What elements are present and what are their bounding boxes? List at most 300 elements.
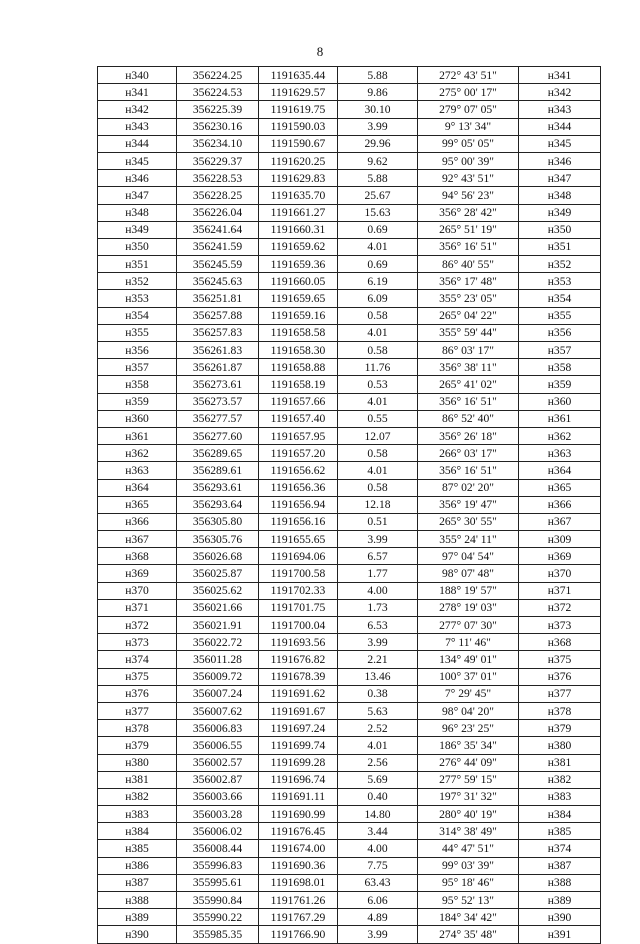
cell-point-to: н369 (519, 548, 601, 565)
cell-distance: 4.01 (338, 393, 418, 410)
cell-point-from: н378 (98, 720, 177, 737)
cell-point-to: н345 (519, 135, 601, 152)
table-row (98, 702, 601, 719)
cell-bearing: 99° 05' 05" (418, 135, 519, 152)
cell-point-from: н344 (98, 135, 177, 152)
cell-y-coordinate: 1191678.39 (259, 668, 338, 685)
cell-y-coordinate: 1191658.88 (259, 359, 338, 376)
table-row (98, 771, 601, 788)
cell-point-to: н346 (519, 152, 601, 169)
table-row (98, 221, 601, 238)
cell-bearing: 188° 19' 57" (418, 582, 519, 599)
cell-point-to: н352 (519, 256, 601, 273)
cell-point-from: н355 (98, 324, 177, 341)
cell-distance: 3.99 (338, 926, 418, 943)
cell-point-from: н368 (98, 548, 177, 565)
cell-point-from: н343 (98, 118, 177, 135)
cell-y-coordinate: 1191676.82 (259, 651, 338, 668)
cell-point-from: н348 (98, 204, 177, 221)
cell-x-coordinate: 356002.87 (177, 771, 259, 788)
cell-y-coordinate: 1191656.94 (259, 496, 338, 513)
cell-point-to: н365 (519, 479, 601, 496)
cell-x-coordinate: 356241.59 (177, 238, 259, 255)
cell-bearing: 265° 04' 22" (418, 307, 519, 324)
cell-y-coordinate: 1191658.19 (259, 376, 338, 393)
cell-point-from: н360 (98, 410, 177, 427)
table-row (98, 840, 601, 857)
table-row (98, 892, 601, 909)
table-row (98, 152, 601, 169)
cell-x-coordinate: 356025.62 (177, 582, 259, 599)
cell-point-to: н351 (519, 238, 601, 255)
cell-bearing: 356° 17' 48" (418, 273, 519, 290)
cell-point-from: н389 (98, 909, 177, 926)
cell-y-coordinate: 1191657.66 (259, 393, 338, 410)
cell-bearing: 99° 03' 39" (418, 857, 519, 874)
cell-bearing: 355° 59' 44" (418, 324, 519, 341)
cell-point-to: н382 (519, 771, 601, 788)
cell-distance: 0.38 (338, 685, 418, 702)
cell-y-coordinate: 1191590.67 (259, 135, 338, 152)
cell-x-coordinate: 356007.62 (177, 702, 259, 719)
cell-x-coordinate: 356025.87 (177, 565, 259, 582)
cell-point-from: н340 (98, 67, 177, 84)
cell-y-coordinate: 1191590.03 (259, 118, 338, 135)
cell-point-from: н384 (98, 823, 177, 840)
cell-distance: 0.55 (338, 410, 418, 427)
cell-distance: 1.73 (338, 599, 418, 616)
cell-bearing: 272° 43' 51" (418, 67, 519, 84)
cell-distance: 4.01 (338, 737, 418, 754)
table-row (98, 359, 601, 376)
cell-distance: 0.69 (338, 221, 418, 238)
cell-x-coordinate: 356226.04 (177, 204, 259, 221)
cell-x-coordinate: 356011.28 (177, 651, 259, 668)
cell-bearing: 44° 47' 51" (418, 840, 519, 857)
cell-x-coordinate: 356021.91 (177, 617, 259, 634)
cell-x-coordinate: 356230.16 (177, 118, 259, 135)
cell-y-coordinate: 1191701.75 (259, 599, 338, 616)
cell-distance: 30.10 (338, 101, 418, 118)
cell-x-coordinate: 356305.80 (177, 513, 259, 530)
cell-point-from: н390 (98, 926, 177, 943)
cell-bearing: 356° 16' 51" (418, 393, 519, 410)
cell-bearing: 275° 00' 17" (418, 84, 519, 101)
cell-y-coordinate: 1191699.74 (259, 737, 338, 754)
table-row (98, 187, 601, 204)
table-row (98, 754, 601, 771)
cell-y-coordinate: 1191655.65 (259, 531, 338, 548)
cell-bearing: 87° 02' 20" (418, 479, 519, 496)
cell-bearing: 274° 35' 48" (418, 926, 519, 943)
table-row (98, 737, 601, 754)
table-row (98, 720, 601, 737)
cell-distance: 29.96 (338, 135, 418, 152)
cell-bearing: 355° 23' 05" (418, 290, 519, 307)
cell-point-from: н367 (98, 531, 177, 548)
coordinates-table (97, 66, 601, 944)
cell-bearing: 86° 40' 55" (418, 256, 519, 273)
cell-x-coordinate: 356022.72 (177, 634, 259, 651)
cell-y-coordinate: 1191635.44 (259, 67, 338, 84)
cell-point-to: н358 (519, 359, 601, 376)
table-row (98, 651, 601, 668)
cell-point-to: н368 (519, 634, 601, 651)
cell-distance: 4.89 (338, 909, 418, 926)
cell-point-from: н383 (98, 806, 177, 823)
cell-distance: 2.21 (338, 651, 418, 668)
cell-point-to: н343 (519, 101, 601, 118)
cell-point-from: н362 (98, 445, 177, 462)
cell-x-coordinate: 356257.83 (177, 324, 259, 341)
cell-point-from: н366 (98, 513, 177, 530)
cell-x-coordinate: 356305.76 (177, 531, 259, 548)
cell-point-to: н349 (519, 204, 601, 221)
cell-bearing: 95° 00' 39" (418, 152, 519, 169)
cell-bearing: 134° 49' 01" (418, 651, 519, 668)
table-row (98, 857, 601, 874)
cell-bearing: 96° 23' 25" (418, 720, 519, 737)
cell-point-from: н372 (98, 617, 177, 634)
cell-distance: 1.77 (338, 565, 418, 582)
cell-point-from: н354 (98, 307, 177, 324)
cell-point-from: н364 (98, 479, 177, 496)
table-row (98, 462, 601, 479)
cell-point-from: н345 (98, 152, 177, 169)
cell-x-coordinate: 356229.37 (177, 152, 259, 169)
cell-point-from: н363 (98, 462, 177, 479)
cell-distance: 25.67 (338, 187, 418, 204)
cell-point-to: н372 (519, 599, 601, 616)
table-row (98, 393, 601, 410)
cell-y-coordinate: 1191767.29 (259, 909, 338, 926)
cell-point-from: н388 (98, 892, 177, 909)
table-row (98, 909, 601, 926)
cell-distance: 5.63 (338, 702, 418, 719)
cell-point-to: н355 (519, 307, 601, 324)
cell-distance: 3.44 (338, 823, 418, 840)
cell-point-from: н369 (98, 565, 177, 582)
table-row (98, 256, 601, 273)
cell-point-to: н366 (519, 496, 601, 513)
cell-x-coordinate: 355996.83 (177, 857, 259, 874)
cell-distance: 11.76 (338, 359, 418, 376)
cell-point-to: н348 (519, 187, 601, 204)
cell-y-coordinate: 1191657.95 (259, 427, 338, 444)
table-row (98, 668, 601, 685)
table-row (98, 273, 601, 290)
cell-bearing: 184° 34' 42" (418, 909, 519, 926)
cell-bearing: 186° 35' 34" (418, 737, 519, 754)
cell-point-to: н362 (519, 427, 601, 444)
cell-point-to: н380 (519, 737, 601, 754)
cell-x-coordinate: 356008.44 (177, 840, 259, 857)
cell-x-coordinate: 356228.53 (177, 170, 259, 187)
cell-point-to: н371 (519, 582, 601, 599)
cell-x-coordinate: 356277.57 (177, 410, 259, 427)
cell-x-coordinate: 356289.65 (177, 445, 259, 462)
cell-y-coordinate: 1191656.36 (259, 479, 338, 496)
cell-bearing: 356° 26' 18" (418, 427, 519, 444)
cell-distance: 4.00 (338, 582, 418, 599)
cell-y-coordinate: 1191674.00 (259, 840, 338, 857)
cell-x-coordinate: 356228.25 (177, 187, 259, 204)
cell-y-coordinate: 1191691.11 (259, 788, 338, 805)
table-row (98, 170, 601, 187)
cell-y-coordinate: 1191656.16 (259, 513, 338, 530)
cell-x-coordinate: 356003.66 (177, 788, 259, 805)
cell-distance: 7.75 (338, 857, 418, 874)
table-row (98, 548, 601, 565)
cell-point-to: н373 (519, 617, 601, 634)
cell-point-from: н353 (98, 290, 177, 307)
cell-bearing: 277° 59' 15" (418, 771, 519, 788)
table-row (98, 342, 601, 359)
cell-point-from: н376 (98, 685, 177, 702)
table-row (98, 84, 601, 101)
cell-bearing: 97° 04' 54" (418, 548, 519, 565)
table-row (98, 874, 601, 891)
cell-point-from: н371 (98, 599, 177, 616)
cell-distance: 6.09 (338, 290, 418, 307)
table-row (98, 427, 601, 444)
cell-bearing: 266° 03' 17" (418, 445, 519, 462)
cell-y-coordinate: 1191761.26 (259, 892, 338, 909)
cell-x-coordinate: 356273.61 (177, 376, 259, 393)
cell-point-to: н377 (519, 685, 601, 702)
cell-bearing: 86° 52' 40" (418, 410, 519, 427)
cell-bearing: 94° 56' 23" (418, 187, 519, 204)
cell-point-from: н346 (98, 170, 177, 187)
cell-distance: 6.53 (338, 617, 418, 634)
cell-x-coordinate: 356026.68 (177, 548, 259, 565)
cell-point-from: н380 (98, 754, 177, 771)
cell-distance: 4.01 (338, 462, 418, 479)
cell-point-to: н341 (519, 67, 601, 84)
table-row (98, 290, 601, 307)
table-row (98, 479, 601, 496)
cell-distance: 0.40 (338, 788, 418, 805)
cell-distance: 3.99 (338, 531, 418, 548)
cell-point-from: н357 (98, 359, 177, 376)
cell-x-coordinate: 356006.55 (177, 737, 259, 754)
cell-x-coordinate: 356289.61 (177, 462, 259, 479)
cell-x-coordinate: 355995.61 (177, 874, 259, 891)
cell-x-coordinate: 356002.57 (177, 754, 259, 771)
cell-y-coordinate: 1191690.99 (259, 806, 338, 823)
table-row (98, 376, 601, 393)
cell-point-to: н383 (519, 788, 601, 805)
cell-distance: 5.88 (338, 67, 418, 84)
cell-distance: 6.57 (338, 548, 418, 565)
table-row (98, 685, 601, 702)
table-row (98, 823, 601, 840)
cell-y-coordinate: 1191659.36 (259, 256, 338, 273)
table-row (98, 531, 601, 548)
cell-distance: 9.62 (338, 152, 418, 169)
cell-bearing: 356° 19' 47" (418, 496, 519, 513)
cell-y-coordinate: 1191696.74 (259, 771, 338, 788)
cell-bearing: 356° 16' 51" (418, 238, 519, 255)
cell-point-from: н382 (98, 788, 177, 805)
cell-y-coordinate: 1191658.58 (259, 324, 338, 341)
cell-y-coordinate: 1191676.45 (259, 823, 338, 840)
cell-point-to: н391 (519, 926, 601, 943)
cell-x-coordinate: 356293.61 (177, 479, 259, 496)
cell-point-from: н341 (98, 84, 177, 101)
cell-point-to: н354 (519, 290, 601, 307)
cell-distance: 4.01 (338, 324, 418, 341)
cell-y-coordinate: 1191659.62 (259, 238, 338, 255)
table-row (98, 565, 601, 582)
cell-x-coordinate: 356261.83 (177, 342, 259, 359)
cell-y-coordinate: 1191698.01 (259, 874, 338, 891)
cell-distance: 4.00 (338, 840, 418, 857)
cell-point-to: н390 (519, 909, 601, 926)
table-row (98, 238, 601, 255)
cell-x-coordinate: 356007.24 (177, 685, 259, 702)
cell-bearing: 7° 11' 46" (418, 634, 519, 651)
cell-y-coordinate: 1191619.75 (259, 101, 338, 118)
cell-point-to: н384 (519, 806, 601, 823)
cell-bearing: 356° 16' 51" (418, 462, 519, 479)
cell-bearing: 280° 40' 19" (418, 806, 519, 823)
cell-bearing: 355° 24' 11" (418, 531, 519, 548)
cell-y-coordinate: 1191629.83 (259, 170, 338, 187)
cell-point-to: н364 (519, 462, 601, 479)
cell-bearing: 356° 38' 11" (418, 359, 519, 376)
cell-bearing: 276° 44' 09" (418, 754, 519, 771)
cell-point-to: н360 (519, 393, 601, 410)
cell-point-to: н388 (519, 874, 601, 891)
cell-bearing: 279° 07' 05" (418, 101, 519, 118)
cell-bearing: 265° 30' 55" (418, 513, 519, 530)
cell-bearing: 95° 52' 13" (418, 892, 519, 909)
cell-x-coordinate: 356234.10 (177, 135, 259, 152)
cell-distance: 0.53 (338, 376, 418, 393)
cell-x-coordinate: 356224.53 (177, 84, 259, 101)
cell-point-to: н379 (519, 720, 601, 737)
cell-bearing: 7° 29' 45" (418, 685, 519, 702)
cell-y-coordinate: 1191700.58 (259, 565, 338, 582)
cell-point-from: н352 (98, 273, 177, 290)
cell-point-to: н309 (519, 531, 601, 548)
table-row (98, 101, 601, 118)
cell-distance: 0.51 (338, 513, 418, 530)
cell-y-coordinate: 1191659.65 (259, 290, 338, 307)
table-row (98, 410, 601, 427)
cell-bearing: 197° 31' 32" (418, 788, 519, 805)
cell-distance: 15.63 (338, 204, 418, 221)
cell-x-coordinate: 356245.59 (177, 256, 259, 273)
table-row (98, 135, 601, 152)
cell-y-coordinate: 1191661.27 (259, 204, 338, 221)
cell-distance: 6.06 (338, 892, 418, 909)
cell-y-coordinate: 1191693.56 (259, 634, 338, 651)
cell-point-to: н344 (519, 118, 601, 135)
cell-distance: 13.46 (338, 668, 418, 685)
cell-point-to: н367 (519, 513, 601, 530)
table-body (98, 67, 601, 944)
cell-distance: 3.99 (338, 634, 418, 651)
cell-point-to: н385 (519, 823, 601, 840)
cell-bearing: 86° 03' 17" (418, 342, 519, 359)
cell-bearing: 265° 41' 02" (418, 376, 519, 393)
cell-distance: 0.58 (338, 445, 418, 462)
page-number: 8 (316, 44, 324, 59)
cell-point-from: н359 (98, 393, 177, 410)
cell-x-coordinate: 356293.64 (177, 496, 259, 513)
cell-y-coordinate: 1191635.70 (259, 187, 338, 204)
table-row (98, 324, 601, 341)
cell-x-coordinate: 355990.84 (177, 892, 259, 909)
cell-x-coordinate: 356021.66 (177, 599, 259, 616)
cell-point-to: н359 (519, 376, 601, 393)
cell-x-coordinate: 356273.57 (177, 393, 259, 410)
cell-point-from: н374 (98, 651, 177, 668)
cell-point-from: н347 (98, 187, 177, 204)
table-row (98, 204, 601, 221)
cell-point-from: н379 (98, 737, 177, 754)
cell-point-to: н363 (519, 445, 601, 462)
cell-bearing: 277° 07' 30" (418, 617, 519, 634)
table-row (98, 445, 601, 462)
cell-point-from: н356 (98, 342, 177, 359)
cell-x-coordinate: 356277.60 (177, 427, 259, 444)
cell-x-coordinate: 356006.02 (177, 823, 259, 840)
cell-point-from: н351 (98, 256, 177, 273)
table-row (98, 599, 601, 616)
cell-y-coordinate: 1191629.57 (259, 84, 338, 101)
cell-x-coordinate: 356251.81 (177, 290, 259, 307)
cell-y-coordinate: 1191659.16 (259, 307, 338, 324)
cell-point-to: н347 (519, 170, 601, 187)
cell-point-from: н375 (98, 668, 177, 685)
cell-point-from: н377 (98, 702, 177, 719)
table-row (98, 582, 601, 599)
cell-bearing: 92° 43' 51" (418, 170, 519, 187)
cell-point-to: н357 (519, 342, 601, 359)
cell-bearing: 98° 07' 48" (418, 565, 519, 582)
cell-bearing: 278° 19' 03" (418, 599, 519, 616)
table-row (98, 788, 601, 805)
cell-point-from: н381 (98, 771, 177, 788)
cell-distance: 9.86 (338, 84, 418, 101)
cell-point-from: н370 (98, 582, 177, 599)
cell-distance: 0.58 (338, 342, 418, 359)
cell-bearing: 98° 04' 20" (418, 702, 519, 719)
cell-y-coordinate: 1191700.04 (259, 617, 338, 634)
cell-y-coordinate: 1191691.67 (259, 702, 338, 719)
cell-point-to: н342 (519, 84, 601, 101)
cell-point-from: н373 (98, 634, 177, 651)
cell-distance: 4.01 (338, 238, 418, 255)
cell-y-coordinate: 1191702.33 (259, 582, 338, 599)
cell-x-coordinate: 356241.64 (177, 221, 259, 238)
table-row (98, 118, 601, 135)
cell-y-coordinate: 1191766.90 (259, 926, 338, 943)
cell-y-coordinate: 1191657.20 (259, 445, 338, 462)
cell-point-to: н387 (519, 857, 601, 874)
cell-y-coordinate: 1191656.62 (259, 462, 338, 479)
cell-y-coordinate: 1191690.36 (259, 857, 338, 874)
table-row (98, 634, 601, 651)
cell-y-coordinate: 1191657.40 (259, 410, 338, 427)
cell-point-to: н361 (519, 410, 601, 427)
cell-distance: 3.99 (338, 118, 418, 135)
cell-distance: 12.07 (338, 427, 418, 444)
cell-y-coordinate: 1191660.05 (259, 273, 338, 290)
